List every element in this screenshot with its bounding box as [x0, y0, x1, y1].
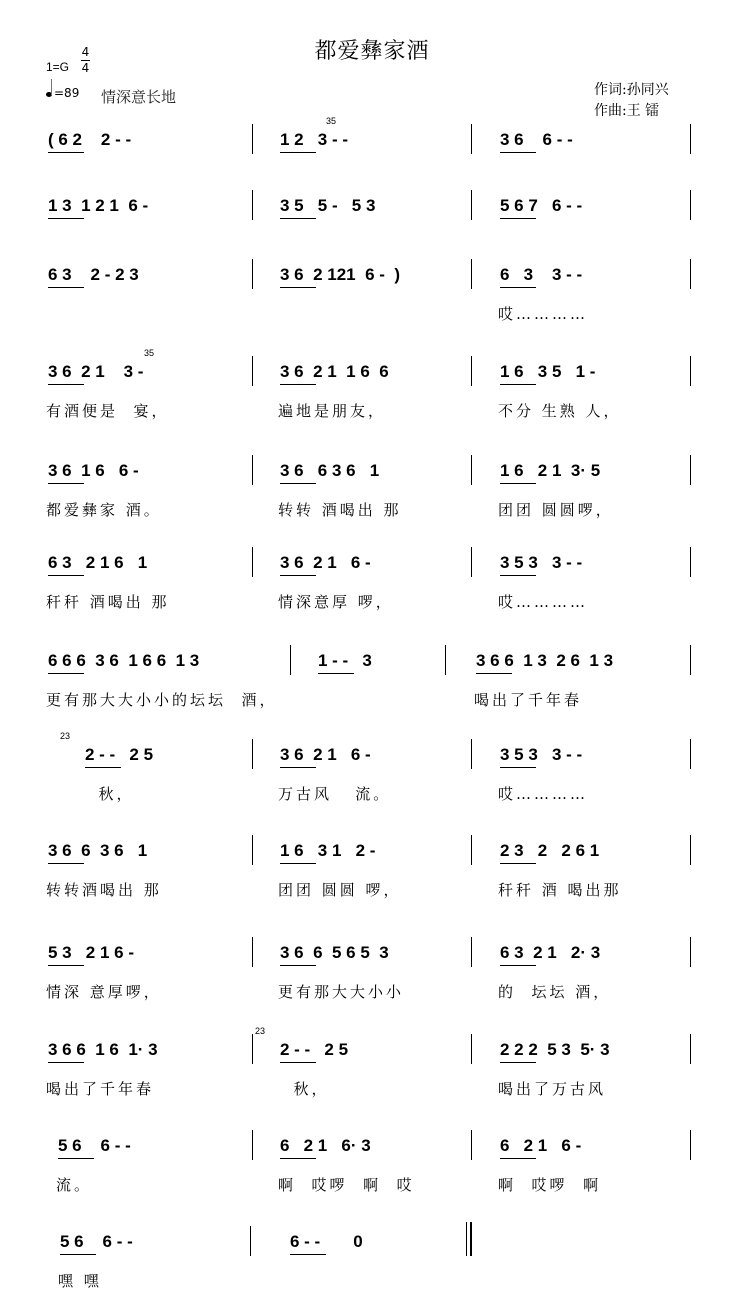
- measure-notes: 3 6 6 1 3 2 6 1 3: [476, 651, 614, 670]
- measure-notes: 6 2 1 6 -: [500, 1136, 582, 1155]
- lyrics-line: 喝出了万古风: [498, 1080, 607, 1098]
- measure-notes: 1 6 2 1 3· 5: [500, 461, 601, 480]
- barline: [471, 124, 472, 154]
- measure-notes: 3 5 5 - 5 3: [280, 196, 376, 215]
- tempo-marking: [46, 86, 79, 100]
- underline-beam: [48, 965, 84, 966]
- measure-notes: 3 6 1 6 6 -: [48, 461, 139, 480]
- measure-notes: 3 6 2 1 6 -: [280, 745, 371, 764]
- barline: [252, 937, 253, 967]
- lyrics-line: 团团 圆圆啰，: [498, 501, 614, 519]
- time-numerator: 4: [81, 45, 90, 59]
- grace-note: 35: [326, 116, 337, 126]
- underline-beam: [500, 218, 536, 219]
- measure-notes: 6 3 3 - -: [500, 265, 583, 284]
- underline-beam: [48, 863, 84, 864]
- measure-notes: 1 - - 3: [318, 651, 372, 670]
- barline: [471, 1034, 472, 1064]
- barline: [690, 190, 691, 220]
- underline-beam: [280, 767, 316, 768]
- lyrics-line: 有酒便是 宴，: [46, 402, 170, 420]
- time-denominator: 4: [81, 61, 90, 75]
- lyrics-line: 喝出了千年春: [474, 691, 583, 709]
- measure-notes: 5 6 6 - -: [58, 1136, 131, 1155]
- lyrics-line: 更有那大大小小: [278, 983, 405, 1001]
- underline-beam: [280, 1062, 316, 1063]
- underline-beam: [290, 1254, 326, 1255]
- lyricist: 作词:孙同兴: [594, 82, 669, 98]
- key-signature: 1=G: [46, 60, 70, 74]
- underline-beam: [280, 575, 316, 576]
- barline: [690, 645, 691, 675]
- underline-beam: [48, 152, 84, 153]
- barline: [690, 259, 691, 289]
- song-title: 都爱彝家酒: [314, 39, 430, 64]
- underline-beam: [500, 287, 536, 288]
- barline: [252, 259, 253, 289]
- barline: [471, 190, 472, 220]
- lyrics-line: 流。: [56, 1176, 93, 1194]
- barline: [471, 356, 472, 386]
- underline-beam: [280, 218, 316, 219]
- barline: [690, 455, 691, 485]
- barline: [471, 739, 472, 769]
- barline: [252, 739, 253, 769]
- barline: [690, 547, 691, 577]
- lyrics-line: 遍地是朋友，: [278, 402, 387, 420]
- barline: [690, 739, 691, 769]
- underline-beam: [500, 965, 536, 966]
- measure-notes: 1 2 3 - -: [280, 130, 349, 149]
- measure-notes: 3 6 6 5 6 5 3: [280, 943, 389, 962]
- underline-beam: [280, 1158, 316, 1159]
- measure-notes: 1 3 1 2 1 6 -: [48, 196, 149, 215]
- underline-beam: [48, 384, 84, 385]
- barline: [252, 547, 253, 577]
- quarter-note-icon: [46, 92, 52, 97]
- barline: [471, 937, 472, 967]
- underline-beam: [476, 673, 512, 674]
- underline-beam: [500, 483, 536, 484]
- barline: [690, 937, 691, 967]
- underline-beam: [500, 152, 536, 153]
- barline: [250, 1226, 251, 1256]
- measure-notes: 3 6 2 1 3 -: [48, 362, 144, 381]
- underline-beam: [58, 1158, 94, 1159]
- measure-notes: ( 6 2 2 - -: [48, 130, 132, 149]
- lyrics-line: 秆秆 酒 喝出那: [498, 881, 622, 899]
- barline: [290, 645, 291, 675]
- barline: [690, 1130, 691, 1160]
- underline-beam: [48, 483, 84, 484]
- time-signature: [81, 46, 90, 75]
- measure-notes: 3 6 6 1 6 1· 3: [48, 1040, 158, 1059]
- underline-beam: [280, 152, 316, 153]
- grace-note: 23: [60, 731, 71, 741]
- lyrics-line: 秋，: [83, 785, 135, 803]
- underline-beam: [85, 767, 121, 768]
- measure-notes: 1 6 3 1 2 -: [280, 841, 376, 860]
- final-barline: [466, 1222, 472, 1256]
- grace-note: 23: [255, 1026, 266, 1036]
- barline: [690, 835, 691, 865]
- measure-notes: 2 - - 2 5: [280, 1040, 349, 1059]
- measure-notes: 5 6 7 6 - -: [500, 196, 583, 215]
- measure-notes: 2 2 2 5 3 5· 3: [500, 1040, 610, 1059]
- underline-beam: [500, 1158, 536, 1159]
- lyrics-line: 转转 酒喝出 那: [278, 501, 402, 519]
- measure-notes: 3 6 6 - -: [500, 130, 573, 149]
- credits: [594, 80, 669, 122]
- barline: [471, 547, 472, 577]
- measure-notes: 6 3 2 - 2 3: [48, 265, 139, 284]
- underline-beam: [280, 287, 316, 288]
- barline: [252, 1130, 253, 1160]
- barline: [445, 645, 446, 675]
- barline: [690, 356, 691, 386]
- measure-notes: 2 3 2 2 6 1: [500, 841, 600, 860]
- lyrics-line: 嘿 嘿: [58, 1272, 102, 1290]
- lyrics-line: 秋，: [278, 1080, 330, 1098]
- lyrics-line: 哎…………: [498, 305, 589, 323]
- underline-beam: [280, 965, 316, 966]
- barline: [252, 455, 253, 485]
- underline-beam: [318, 673, 354, 674]
- barline: [252, 190, 253, 220]
- measure-notes: 5 3 2 1 6 -: [48, 943, 134, 962]
- barline: [471, 455, 472, 485]
- lyrics-line: 情深 意厚啰，: [46, 983, 162, 1001]
- barline: [471, 259, 472, 289]
- underline-beam: [48, 673, 84, 674]
- measure-notes: 3 6 2 1 6 -: [280, 553, 371, 572]
- measure-notes: 6 - - 0: [290, 1232, 363, 1251]
- lyrics-line: 啊 哎啰 啊 哎: [278, 1176, 415, 1194]
- barline: [471, 835, 472, 865]
- underline-beam: [280, 384, 316, 385]
- measure-notes: 3 6 6 3 6 1: [280, 461, 380, 480]
- barline: [252, 124, 253, 154]
- underline-beam: [500, 384, 536, 385]
- lyrics-line: 不分 生熟 人，: [498, 402, 622, 420]
- lyrics-line: 都爱彝家 酒。: [46, 501, 162, 519]
- lyrics-line: 哎…………: [498, 593, 589, 611]
- barline: [690, 1034, 691, 1064]
- barline: [252, 356, 253, 386]
- lyrics-line: 团团 圆圆 啰，: [278, 881, 402, 899]
- barline: [690, 124, 691, 154]
- grace-note: 35: [144, 348, 155, 358]
- underline-beam: [48, 218, 84, 219]
- tempo-value: =89: [54, 86, 80, 100]
- measure-notes: 3 6 2 121 6 - ): [280, 265, 401, 284]
- lyrics-line: 哎…………: [498, 785, 589, 803]
- measure-notes: 3 5 3 3 - -: [500, 745, 583, 764]
- measure-notes: 3 5 3 3 - -: [500, 553, 583, 572]
- lyrics-line: 更有那大大小小的坛坛 酒，: [46, 691, 278, 709]
- underline-beam: [500, 1062, 536, 1063]
- measure-notes: 2 - - 2 5: [85, 745, 154, 764]
- underline-beam: [280, 483, 316, 484]
- measure-notes: 3 6 6 3 6 1: [48, 841, 148, 860]
- lyrics-line: 啊 哎啰 啊: [498, 1176, 602, 1194]
- lyrics-line: 喝出了千年春: [46, 1080, 155, 1098]
- underline-beam: [280, 863, 316, 864]
- measure-notes: 5 6 6 - -: [60, 1232, 133, 1251]
- underline-beam: [500, 575, 536, 576]
- measure-notes: 3 6 2 1 1 6 6: [280, 362, 389, 381]
- lyrics-line: 的 坛坛 酒，: [498, 983, 612, 1001]
- composer: 作曲:王 镭: [594, 103, 660, 119]
- measure-notes: 6 3 2 1 2· 3: [500, 943, 601, 962]
- underline-beam: [500, 767, 536, 768]
- underline-beam: [500, 863, 536, 864]
- lyrics-line: 秆秆 酒喝出 那: [46, 593, 170, 611]
- lyrics-line: 万古风 流。: [278, 785, 392, 803]
- lyrics-line: 情深意厚 啰，: [278, 593, 394, 611]
- underline-beam: [48, 1062, 84, 1063]
- measure-notes: 6 3 2 1 6 1: [48, 553, 148, 572]
- measure-notes: 1 6 3 5 1 -: [500, 362, 596, 381]
- barline: [471, 1130, 472, 1160]
- underline-beam: [60, 1254, 96, 1255]
- barline: [252, 835, 253, 865]
- underline-beam: [48, 287, 84, 288]
- underline-beam: [48, 575, 84, 576]
- measure-notes: 6 6 6 3 6 1 6 6 1 3: [48, 651, 200, 670]
- barline: [252, 1034, 253, 1064]
- measure-notes: 6 2 1 6· 3: [280, 1136, 371, 1155]
- expression-marking: 情深意长地: [101, 88, 177, 106]
- lyrics-line: 转转酒喝出 那: [46, 881, 162, 899]
